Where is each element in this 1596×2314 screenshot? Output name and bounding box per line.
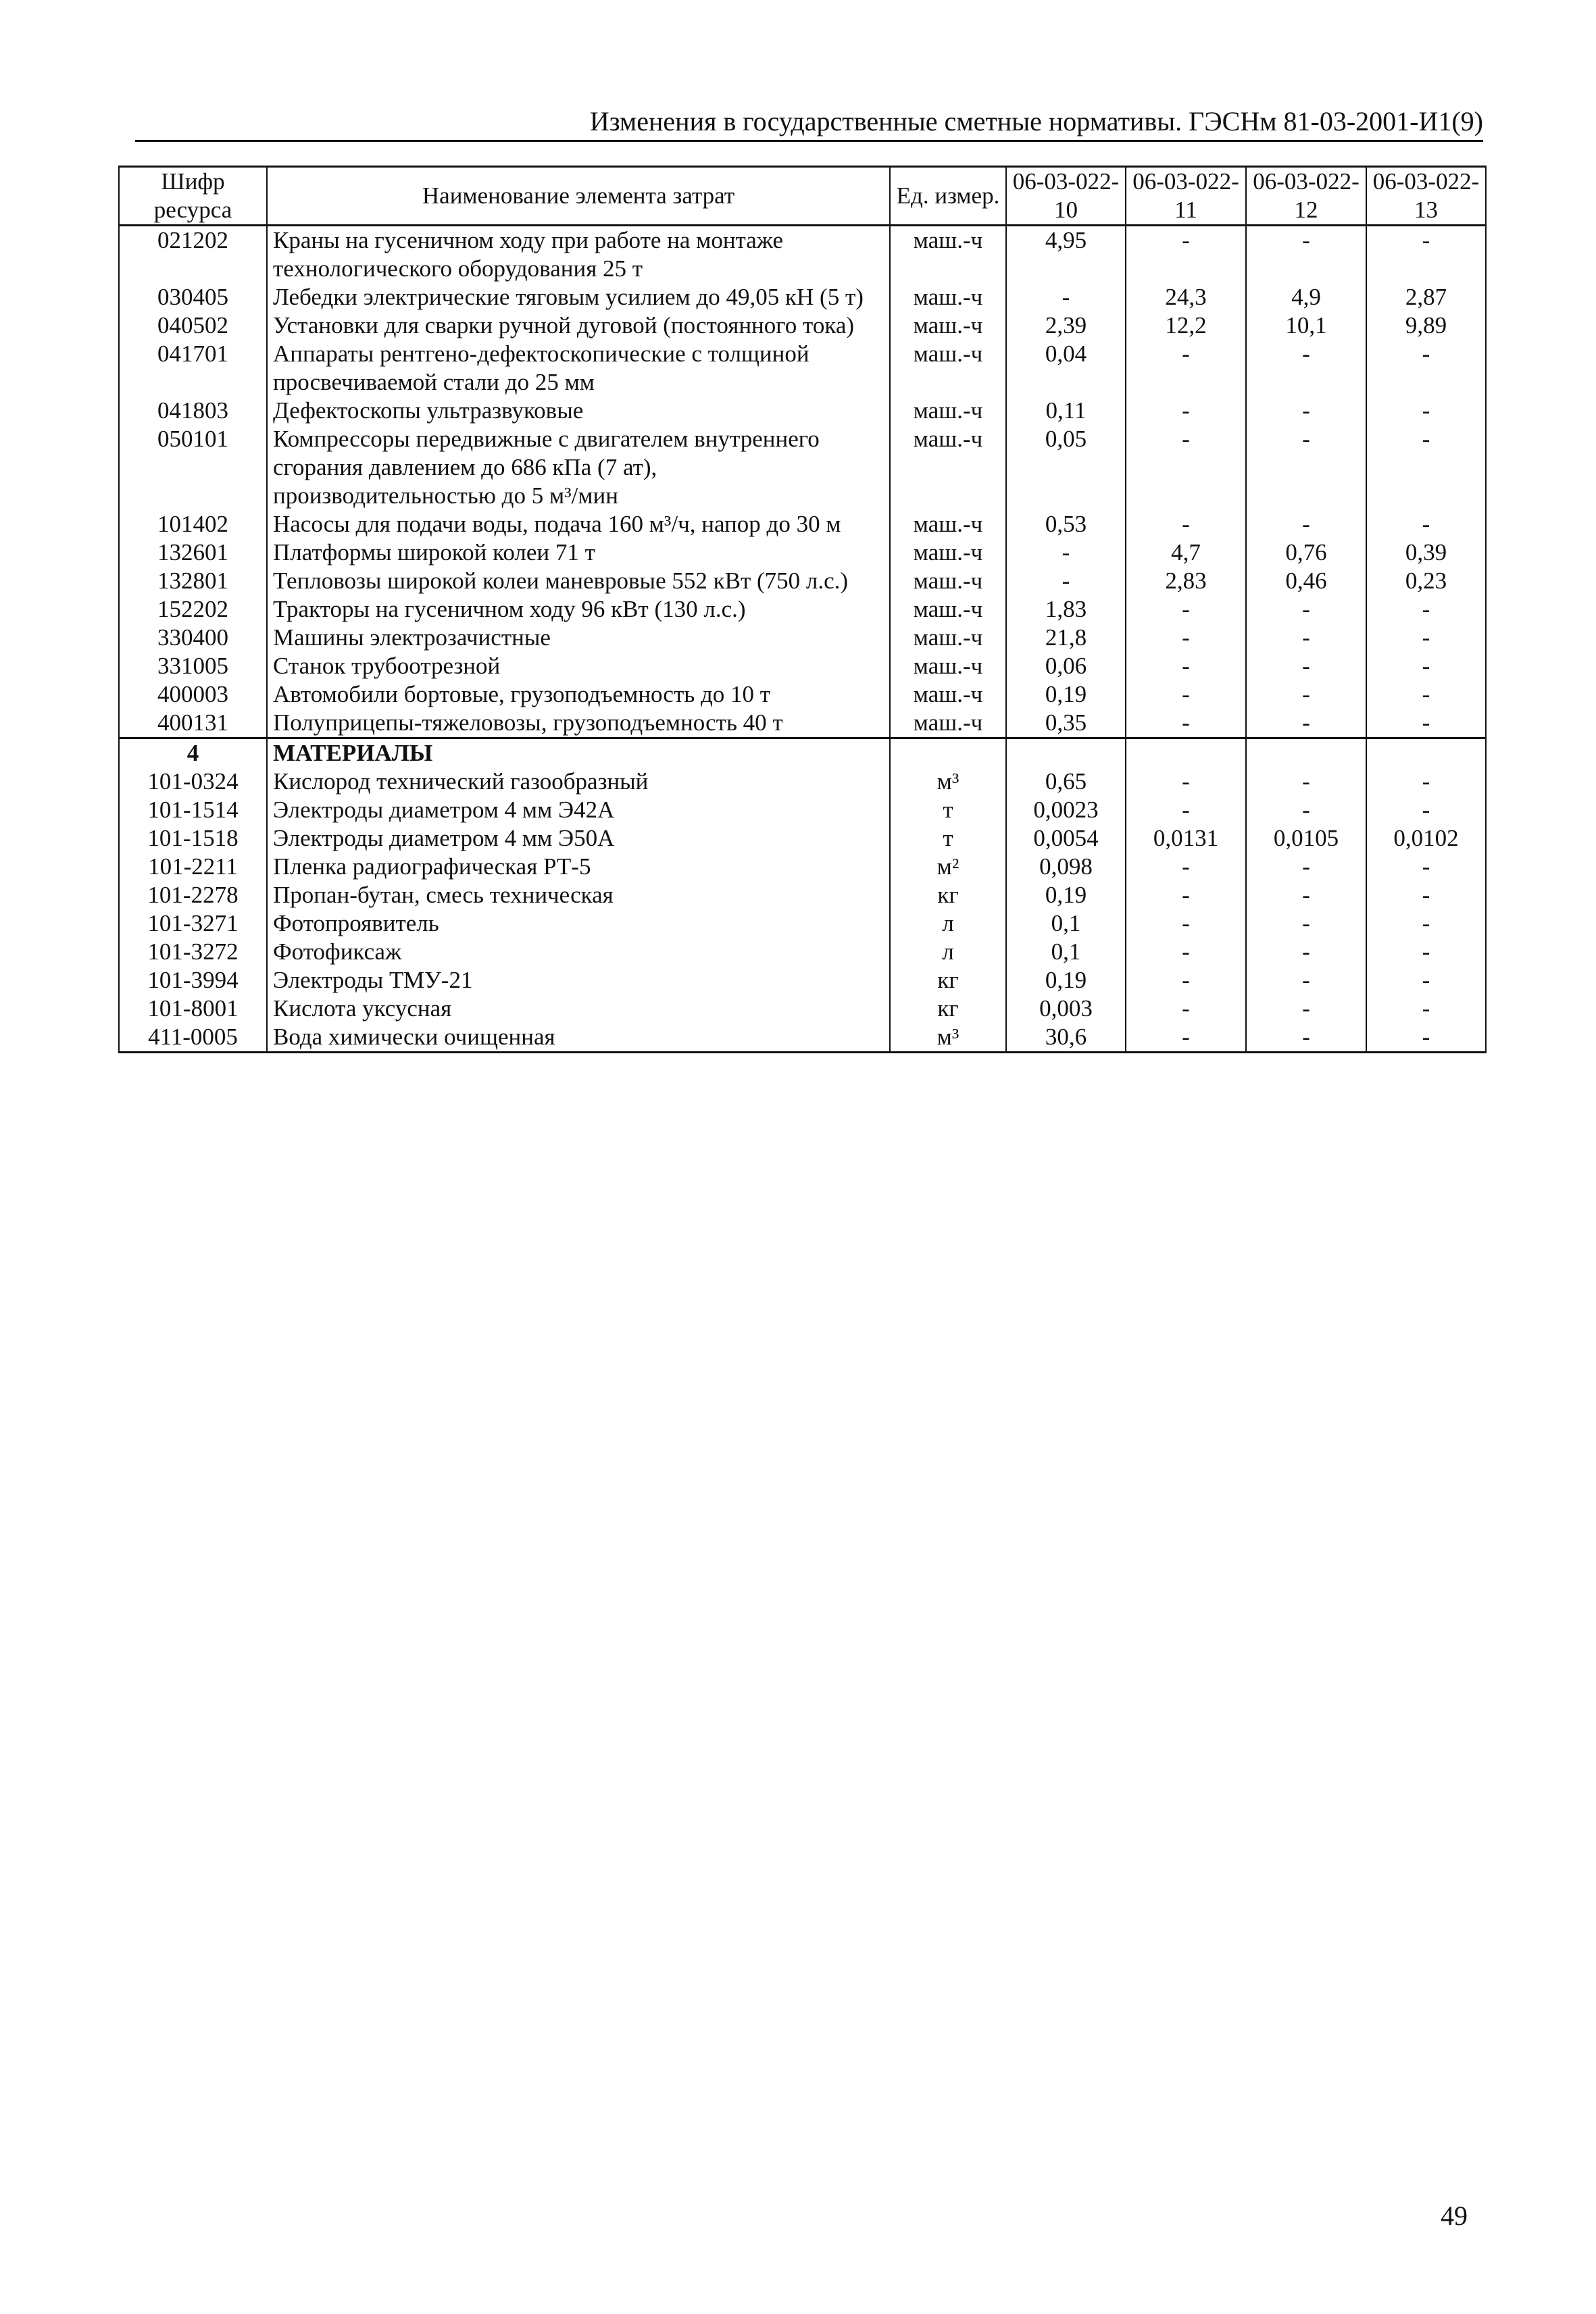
cell-unit: л	[890, 938, 1006, 966]
cell-v2: -	[1126, 425, 1246, 510]
table-row	[119, 909, 1486, 938]
cell-unit: м²	[890, 853, 1006, 881]
cell-v4: -	[1366, 966, 1486, 995]
cell-code: 101-0324	[119, 768, 267, 796]
cell-v3: -	[1246, 709, 1366, 738]
cell-name: Кислород технический газообразный	[267, 768, 890, 796]
cell-code: 041701	[119, 340, 267, 397]
column-header-name: Наименование элемента затрат	[267, 167, 890, 226]
cell-v4: -	[1366, 340, 1486, 397]
table-row	[119, 853, 1486, 881]
cell-v1: 4,95	[1006, 226, 1126, 284]
cell-v1: 2,39	[1006, 311, 1126, 340]
cell-v2: -	[1126, 709, 1246, 738]
cell-name: Установки для сварки ручной дуговой (постоянного тока)	[267, 311, 890, 340]
cell-code: 040502	[119, 311, 267, 340]
cell-name: Фотофиксаж	[267, 938, 890, 966]
column-header-v3: 06-03-022-12	[1246, 167, 1366, 226]
cell-code: 101-3271	[119, 909, 267, 938]
cell-v4: -	[1366, 853, 1486, 881]
document-header	[135, 105, 1483, 142]
cell-v1: 0,11	[1006, 397, 1126, 425]
cell-empty	[1126, 738, 1246, 768]
table-row	[119, 311, 1486, 340]
cell-v3: 4,9	[1246, 283, 1366, 311]
cell-name: Лебедки электрические тяговым усилием до 49,05 кН (5 т)	[267, 283, 890, 311]
cell-unit: м³	[890, 768, 1006, 796]
cell-code: 331005	[119, 652, 267, 680]
cell-v4: -	[1366, 709, 1486, 738]
cell-code: 411-0005	[119, 1023, 267, 1053]
cell-unit: кг	[890, 995, 1006, 1023]
table-row	[119, 824, 1486, 853]
table-row	[119, 510, 1486, 538]
cell-v1: -	[1006, 283, 1126, 311]
cell-v3: 0,0105	[1246, 824, 1366, 853]
cell-v1: 0,1	[1006, 938, 1126, 966]
cell-v4: 0,23	[1366, 567, 1486, 595]
cell-name: Компрессоры передвижные с двигателем внутреннего сгорания давлением до 686 кПа (7 ат), производительностью до 5 м³/мин	[267, 425, 890, 510]
cell-v4: -	[1366, 881, 1486, 909]
cell-v4: -	[1366, 680, 1486, 709]
cell-unit: кг	[890, 881, 1006, 909]
column-header-v4: 06-03-022-13	[1366, 167, 1486, 226]
cell-empty	[1366, 738, 1486, 768]
cell-v4: -	[1366, 768, 1486, 796]
cell-code: 050101	[119, 425, 267, 510]
cell-v1: 0,19	[1006, 680, 1126, 709]
cell-v4: -	[1366, 796, 1486, 824]
cell-v4: -	[1366, 652, 1486, 680]
cell-name: Станок трубоотрезной	[267, 652, 890, 680]
cell-code: 101-2278	[119, 881, 267, 909]
cell-v4: -	[1366, 938, 1486, 966]
cell-v2: -	[1126, 510, 1246, 538]
cell-v1: 0,35	[1006, 709, 1126, 738]
cell-v3: 0,76	[1246, 538, 1366, 567]
cell-v3: -	[1246, 425, 1366, 510]
cell-name: Фотопроявитель	[267, 909, 890, 938]
cell-v1: 0,06	[1006, 652, 1126, 680]
cell-unit: маш.-ч	[890, 425, 1006, 510]
cell-name: Насосы для подачи воды, подача 160 м³/ч, напор до 30 м	[267, 510, 890, 538]
cell-v4: -	[1366, 595, 1486, 624]
cell-v2: -	[1126, 909, 1246, 938]
column-header-v2: 06-03-022-11	[1126, 167, 1246, 226]
cell-unit: т	[890, 824, 1006, 853]
cell-v4: 9,89	[1366, 311, 1486, 340]
cell-unit: маш.-ч	[890, 652, 1006, 680]
cell-code: 330400	[119, 624, 267, 652]
column-header-v1: 06-03-022-10	[1006, 167, 1126, 226]
cell-unit: м³	[890, 1023, 1006, 1053]
cell-v2: -	[1126, 680, 1246, 709]
cell-v4: -	[1366, 425, 1486, 510]
table-row	[119, 226, 1486, 284]
cell-v3: 0,46	[1246, 567, 1366, 595]
cell-v3: -	[1246, 768, 1366, 796]
cell-v2: -	[1126, 652, 1246, 680]
table-row	[119, 1023, 1486, 1053]
cell-v4: -	[1366, 909, 1486, 938]
cell-v2: -	[1126, 624, 1246, 652]
cell-v2: 0,0131	[1126, 824, 1246, 853]
cell-empty	[890, 738, 1006, 768]
cell-v4: 0,39	[1366, 538, 1486, 567]
cell-v2: -	[1126, 995, 1246, 1023]
section-title: МАТЕРИАЛЫ	[267, 738, 890, 768]
cell-v1: 0,003	[1006, 995, 1126, 1023]
cell-unit: маш.-ч	[890, 538, 1006, 567]
cell-unit: маш.-ч	[890, 397, 1006, 425]
cell-code: 101-8001	[119, 995, 267, 1023]
cell-code: 132601	[119, 538, 267, 567]
cell-v4: 2,87	[1366, 283, 1486, 311]
cell-v4: -	[1366, 226, 1486, 284]
cell-unit: маш.-ч	[890, 311, 1006, 340]
cell-v1: 0,1	[1006, 909, 1126, 938]
cell-v2: -	[1126, 397, 1246, 425]
cell-v1: 0,65	[1006, 768, 1126, 796]
cell-name: Полуприцепы-тяжеловозы, грузоподъемность 40 т	[267, 709, 890, 738]
cell-v4: 0,0102	[1366, 824, 1486, 853]
cell-code: 101-1514	[119, 796, 267, 824]
cell-v1: 0,53	[1006, 510, 1126, 538]
cell-code: 132801	[119, 567, 267, 595]
cell-v2: -	[1126, 1023, 1246, 1053]
cell-v2: -	[1126, 796, 1246, 824]
table-row	[119, 680, 1486, 709]
cell-name: Электроды диаметром 4 мм Э50А	[267, 824, 890, 853]
cell-v1: 21,8	[1006, 624, 1126, 652]
cell-v3: -	[1246, 853, 1366, 881]
cell-name: Платформы широкой колеи 71 т	[267, 538, 890, 567]
cell-name: Автомобили бортовые, грузоподъемность до 10 т	[267, 680, 890, 709]
table-row	[119, 538, 1486, 567]
column-header-unit: Ед. измер.	[890, 167, 1006, 226]
cell-name: Пропан-бутан, смесь техническая	[267, 881, 890, 909]
cell-empty	[1246, 738, 1366, 768]
header-title: Изменения в государственные сметные нормативы. ГЭСНм 81-03-2001-И1(9)	[589, 106, 1483, 136]
cell-v4: -	[1366, 624, 1486, 652]
cell-v2: -	[1126, 881, 1246, 909]
cell-v3: -	[1246, 340, 1366, 397]
cell-v2: 24,3	[1126, 283, 1246, 311]
cell-code: 400131	[119, 709, 267, 738]
table-row	[119, 768, 1486, 796]
cell-unit: маш.-ч	[890, 340, 1006, 397]
cell-unit: маш.-ч	[890, 624, 1006, 652]
cell-v3: -	[1246, 938, 1366, 966]
cell-v1: 0,0023	[1006, 796, 1126, 824]
cell-v2: 4,7	[1126, 538, 1246, 567]
cell-name: Кислота уксусная	[267, 995, 890, 1023]
cell-name: Тракторы на гусеничном ходу 96 кВт (130 л.с.)	[267, 595, 890, 624]
section-row-materials	[119, 738, 1486, 768]
cell-name: Вода химически очищенная	[267, 1023, 890, 1053]
table-row	[119, 966, 1486, 995]
cell-unit: маш.-ч	[890, 595, 1006, 624]
cell-v4: -	[1366, 995, 1486, 1023]
cell-code: 021202	[119, 226, 267, 284]
cell-unit: маш.-ч	[890, 567, 1006, 595]
cell-v2: -	[1126, 768, 1246, 796]
cell-v1: 0,05	[1006, 425, 1126, 510]
cell-v2: -	[1126, 853, 1246, 881]
table-row	[119, 567, 1486, 595]
cell-unit: маш.-ч	[890, 226, 1006, 284]
cell-v3: -	[1246, 909, 1366, 938]
cell-v1: 0,0054	[1006, 824, 1126, 853]
cell-code: 101402	[119, 510, 267, 538]
cell-v3: -	[1246, 397, 1366, 425]
cell-code: 101-3272	[119, 938, 267, 966]
table-header-row	[119, 167, 1486, 226]
cell-v1: 0,098	[1006, 853, 1126, 881]
table-row	[119, 595, 1486, 624]
cell-name: Пленка радиографическая РТ-5	[267, 853, 890, 881]
table-row	[119, 283, 1486, 311]
cell-v1: -	[1006, 538, 1126, 567]
cell-v1: 1,83	[1006, 595, 1126, 624]
cell-v1: 0,19	[1006, 966, 1126, 995]
cell-code: 041803	[119, 397, 267, 425]
cell-v3: -	[1246, 966, 1366, 995]
table-row	[119, 397, 1486, 425]
cell-v3: -	[1246, 624, 1366, 652]
cell-v3: -	[1246, 796, 1366, 824]
cell-v4: -	[1366, 397, 1486, 425]
cell-code: 152202	[119, 595, 267, 624]
cell-v2: -	[1126, 340, 1246, 397]
cell-v2: -	[1126, 226, 1246, 284]
table-row	[119, 340, 1486, 397]
cell-v3: -	[1246, 226, 1366, 284]
cell-unit: маш.-ч	[890, 283, 1006, 311]
cell-code: 030405	[119, 283, 267, 311]
table-row	[119, 995, 1486, 1023]
cell-v1: 0,04	[1006, 340, 1126, 397]
table-row	[119, 624, 1486, 652]
cell-v3: 10,1	[1246, 311, 1366, 340]
cell-name: Краны на гусеничном ходу при работе на монтаже технологического оборудования 25 т	[267, 226, 890, 284]
cell-v3: -	[1246, 595, 1366, 624]
cell-v1: -	[1006, 567, 1126, 595]
table-row	[119, 709, 1486, 738]
cell-name: Дефектоскопы ультразвуковые	[267, 397, 890, 425]
cell-unit: маш.-ч	[890, 680, 1006, 709]
cell-v4: -	[1366, 1023, 1486, 1053]
cell-v1: 30,6	[1006, 1023, 1126, 1053]
cell-code: 101-3994	[119, 966, 267, 995]
cell-unit: маш.-ч	[890, 709, 1006, 738]
table-row	[119, 425, 1486, 510]
column-header-code: Шифр ресурса	[119, 167, 267, 226]
cell-v3: -	[1246, 881, 1366, 909]
page-number: 49	[1441, 2200, 1468, 2231]
cell-code: 101-1518	[119, 824, 267, 853]
cell-code: 101-2211	[119, 853, 267, 881]
cell-v4: -	[1366, 510, 1486, 538]
cell-v2: -	[1126, 966, 1246, 995]
cell-v2: 12,2	[1126, 311, 1246, 340]
cell-name: Машины электрозачистные	[267, 624, 890, 652]
cell-name: Электроды диаметром 4 мм Э42А	[267, 796, 890, 824]
cell-unit: маш.-ч	[890, 510, 1006, 538]
cell-v3: -	[1246, 652, 1366, 680]
table-row	[119, 881, 1486, 909]
cell-v1: 0,19	[1006, 881, 1126, 909]
cell-name: Тепловозы широкой колеи маневровые 552 кВт (750 л.с.)	[267, 567, 890, 595]
table-row	[119, 652, 1486, 680]
cell-v3: -	[1246, 680, 1366, 709]
cell-v3: -	[1246, 510, 1366, 538]
cell-v2: 2,83	[1126, 567, 1246, 595]
cell-v3: -	[1246, 1023, 1366, 1053]
table-row	[119, 796, 1486, 824]
cell-v2: -	[1126, 938, 1246, 966]
section-code: 4	[119, 738, 267, 768]
table-body	[119, 226, 1486, 1053]
resource-cost-table	[118, 166, 1487, 1053]
cell-v3: -	[1246, 995, 1366, 1023]
cell-unit: кг	[890, 966, 1006, 995]
cell-unit: л	[890, 909, 1006, 938]
cell-code: 400003	[119, 680, 267, 709]
cell-name: Электроды ТМУ-21	[267, 966, 890, 995]
cell-name: Аппараты рентгено-дефектоскопические с толщиной просвечиваемой стали до 25 мм	[267, 340, 890, 397]
cell-v2: -	[1126, 595, 1246, 624]
table-row	[119, 938, 1486, 966]
cell-empty	[1006, 738, 1126, 768]
cell-unit: т	[890, 796, 1006, 824]
